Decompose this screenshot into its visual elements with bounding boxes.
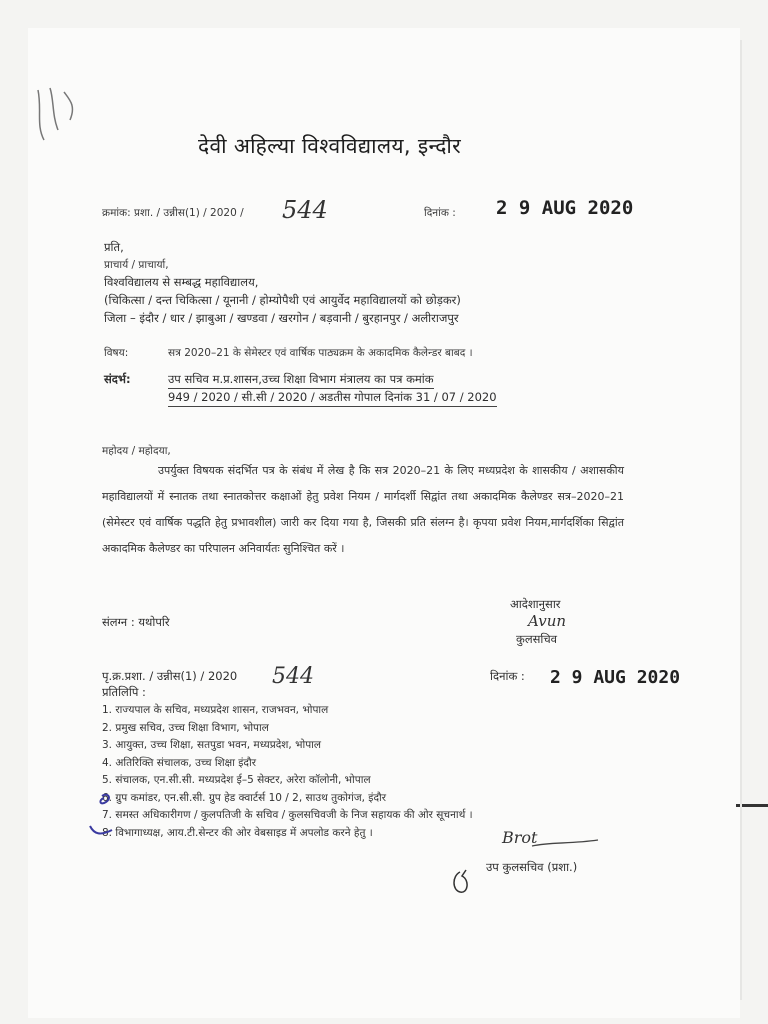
list-item: 1. राज्यपाल के सचिव, मध्यप्रदेश शासन, राजभवन, भोपाल: [102, 704, 329, 716]
signature-scribble: Avun: [528, 612, 567, 630]
salutation: महोदय / महोदया,: [102, 445, 171, 457]
ref-date-label: दिनांक :: [424, 207, 456, 219]
enclosure-note: संलग्न : यथोपरि: [102, 615, 170, 629]
ref-label: क्रमांक: प्रशा. / उन्नीस(1) / 2020 /: [102, 207, 244, 219]
list-item: 8. विभागाध्यक्ष, आय.टी.सेन्टर की ओर वेबसाइड में अपलोड करने हेतु ।: [102, 826, 373, 839]
list-item: 4. अतिरिक्ति संचालक, उच्च शिक्षा इंदौर: [102, 756, 257, 769]
margin-scribble-icon: [30, 80, 90, 150]
list-item: 2. प्रमुख सचिव, उच्च शिक्षा विभाग, भोपाल: [102, 721, 269, 734]
recipient-line: जिला – इंदौर / धार / झाबुआ / खण्डवा / खरगोन / बड़वानी / बुरहानपुर / अलीराजपुर: [104, 311, 459, 325]
list-item: 5. संचालक, एन.सी.सी. मध्यप्रदेश ई–5 सेक्टर, अरेरा कॉलोनी, भोपाल: [102, 774, 371, 786]
copy-ref-label: पृ.क्र.प्रशा. / उन्नीस(1) / 2020: [102, 669, 238, 683]
deputy-registrar-designation: उप कुलसचिव (प्रशा.): [486, 860, 578, 874]
pen-mark-icon: [86, 786, 126, 846]
list-item: 6. ग्रुप कमांडर, एन.सी.सी. ग्रुप हेड क्वार्टर्स 10 / 2, साउथ तुकोगंज, इंदौर: [102, 791, 387, 804]
subject-text: सत्र 2020–21 के सेमेस्टर एवं वार्षिक पाठ्यक्रम के अकादमिक कैलेन्डर बाबद ।: [168, 347, 473, 359]
subject-label: विषय:: [104, 347, 129, 359]
copy-list: [102, 702, 473, 842]
initial-mark-icon: [448, 868, 474, 896]
copy-date-stamp: 2 9 AUG 2020: [550, 667, 681, 688]
deputy-signature-scribble: Brot: [502, 828, 538, 847]
body-paragraph: उपर्युक्त विषयक संदर्भित पत्र के संबंध में लेख है कि सत्र 2020–21 के लिए मध्यप्रदेश के शासकीय / अशासकीय महाविद्यालयों में स्नातक तथा स्नातकोत्तर कक्षाओं हेतु प्रवेश नियम / मार्गदर्शी सिद्वांत तथा अकादमिक कैलेण्डर सत्र–2020–21 (सेमेस्टर एवं वार्षिक पद्धति हेतु प्रभावशील) जारी कर दिया गया है, जिसकी प्रति संलग्न है। कृपया प्रवेश नियम,मार्गदर्शिका सिद्वांत अकादमिक कैलेण्डर का परिपालन अनिवार्यतः सुनिश्चित करें ।: [102, 464, 624, 555]
page-title: देवी अहिल्या विश्वविद्यालय, इन्दौर: [198, 134, 462, 158]
copy-heading: प्रतिलिपि :: [102, 685, 146, 699]
copy-ref-number: 544: [272, 664, 314, 689]
order-text: आदेशानुसार: [510, 597, 561, 611]
ref-date-stamp: 2 9 AUG 2020: [496, 197, 634, 219]
list-item: 7. समस्त अधिकारीगण / कुलपतिजी के सचिव / कुलसचिवजी के निज सहायक की ओर सूचनार्थ ।: [102, 809, 473, 821]
reference-label: संदर्भ:: [104, 372, 131, 386]
list-item: 3. आयुक्त, उच्च शिक्षा, सतपुडा भवन, मध्यप्रदेश, भोपाल: [102, 739, 321, 751]
registrar-designation: कुलसचिव: [516, 632, 558, 646]
signature-stroke-icon: [530, 836, 600, 852]
copy-date-label: दिनांक :: [490, 669, 525, 683]
recipient-line: प्राचार्य / प्राचार्या,: [104, 259, 169, 271]
scan-edge-line: [740, 40, 742, 1000]
recipient-line: (चिकित्सा / दन्त चिकित्सा / यूनानी / होम्योपैथी एवं आयुर्वेद महाविद्यालयों को छोड़कर): [104, 293, 461, 307]
recipient-line: विश्वविद्यालय से सम्बद्ध महाविद्यालय,: [104, 275, 259, 289]
reference-line-2: 949 / 2020 / सी.सी / 2020 / अडतीस गोपाल दिनांक 31 / 07 / 2020: [168, 390, 497, 407]
reference-line-1: उप सचिव म.प्र.शासन,उच्च शिक्षा विभाग मंत्रालय का पत्र कमांक: [168, 372, 434, 389]
ref-number: 544: [282, 196, 328, 224]
recipient-line: प्रति,: [104, 240, 124, 254]
